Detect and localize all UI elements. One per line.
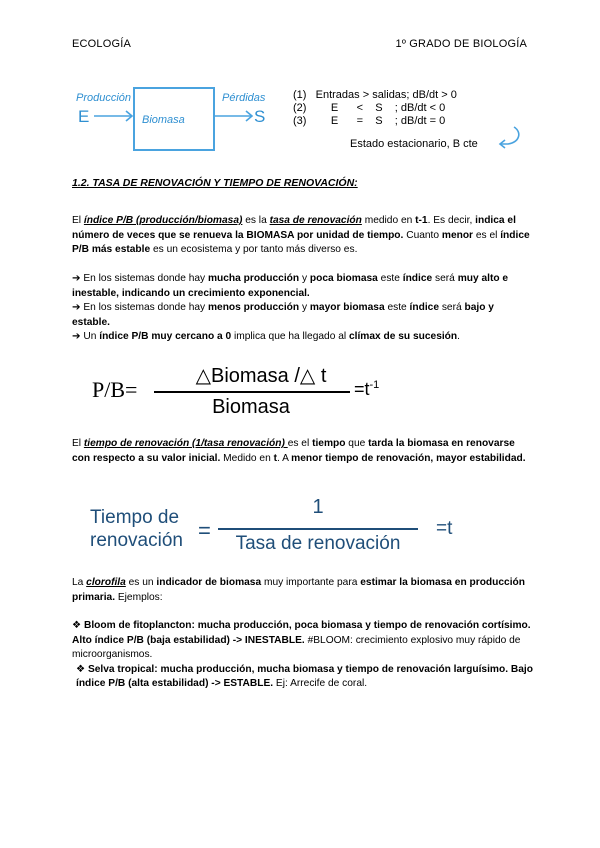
bullet-list	[72, 272, 534, 345]
examples-list	[72, 619, 534, 692]
curved-arrow-icon	[494, 124, 524, 150]
condition-row: (1) Entradas > salidas; dB/dt > 0	[293, 89, 457, 101]
header-right: 1º GRADO DE BIOLOGÍA	[395, 38, 527, 50]
paragraph-pb-index: El índice P/B (producción/biomasa) es la tasa de renovación medido en t-1. Es decir, indica el número de veces que se renueva la BIOMASA por unidad de tiempo. Cuanto menor es el índice P/B más estable es un ecosistema y por tanto más diverso es.	[72, 215, 530, 255]
arrow-icon: ➔	[72, 302, 81, 313]
formula2-denominator: Tasa de renovación	[235, 533, 401, 554]
formula-rhs: $=t^{-1}$	[354, 379, 380, 399]
bullet-item: ➔ En los sistemas donde hay mucha producción y poca biomasa este índice será muy alto e inestable, indicando un crecimiento exponencial.	[72, 273, 509, 299]
formula2-fraction-bar	[218, 528, 418, 530]
formula-numerator: △Biomasa /△ t	[195, 365, 327, 387]
formula2-equals: =	[198, 518, 211, 543]
formula-denominator: Biomasa	[212, 396, 290, 418]
formula2-lhs: Tiempo de renovación	[90, 507, 183, 551]
formula2-rhs: =t	[436, 518, 453, 539]
paragraph-chlorophyll: La clorofila es un indicador de biomasa muy importante para estimar la biomasa en producción primaria. Ejemplos:	[72, 577, 525, 603]
biomass-flow-diagram	[72, 78, 282, 158]
example-item: ❖ Bloom de fitoplancton: mucha producción, poca biomasa y tiempo de renovación cortísimo. Alto índice P/B (baja estabilidad) -> INESTABLE. #BLOOM: crecimiento explosivo muy rápido de microorganismos.	[72, 620, 531, 660]
fraction-bar	[154, 391, 350, 393]
formula-pb	[92, 361, 392, 421]
output-label: Pérdidas	[222, 92, 266, 104]
formula-lhs: P/B=	[92, 377, 138, 402]
bullet-item: ➔ En los sistemas donde hay menos producción y mayor biomasa este índice será bajo y estable.	[72, 302, 494, 328]
bullet-item: ➔ Un índice P/B muy cercano a 0 implica que ha llegado al clímax de su sucesión.	[72, 331, 460, 342]
arrow-icon: ➔	[72, 273, 81, 284]
header-left: ECOLOGÍA	[72, 38, 132, 50]
input-label: Producción	[76, 92, 132, 104]
formula2-numerator: 1	[312, 496, 324, 518]
section-title: 1.2. TASA DE RENOVACIÓN Y TIEMPO DE RENOVACIÓN:	[72, 177, 358, 189]
arrow-icon: ➔	[72, 331, 81, 342]
steady-state-label: Estado estacionario, B cte	[350, 138, 478, 150]
conditions-list	[293, 89, 457, 128]
output-symbol: S	[254, 107, 266, 126]
paragraph-renewal-time: El tiempo de renovación (1/tasa renovación) es el tiempo que tarda la biomasa en renovarse con respecto a su valor inicial. Medido en t. A menor tiempo de renovación, mayor estabilidad.	[72, 438, 526, 464]
box-label: Biomasa	[142, 114, 185, 126]
formula-renewal-time	[90, 496, 470, 566]
example-item: ❖ Selva tropical: mucha producción, mucha biomasa y tiempo de renovación larguísimo. Bajo índice P/B (alta estabilidad) -> ESTABLE. Ej: Arrecife de coral.	[76, 663, 533, 689]
input-symbol: E	[78, 107, 90, 126]
condition-row: (3) E = S ; dB/dt = 0	[293, 115, 446, 127]
condition-row: (2) E < S ; dB/dt < 0	[293, 102, 446, 114]
